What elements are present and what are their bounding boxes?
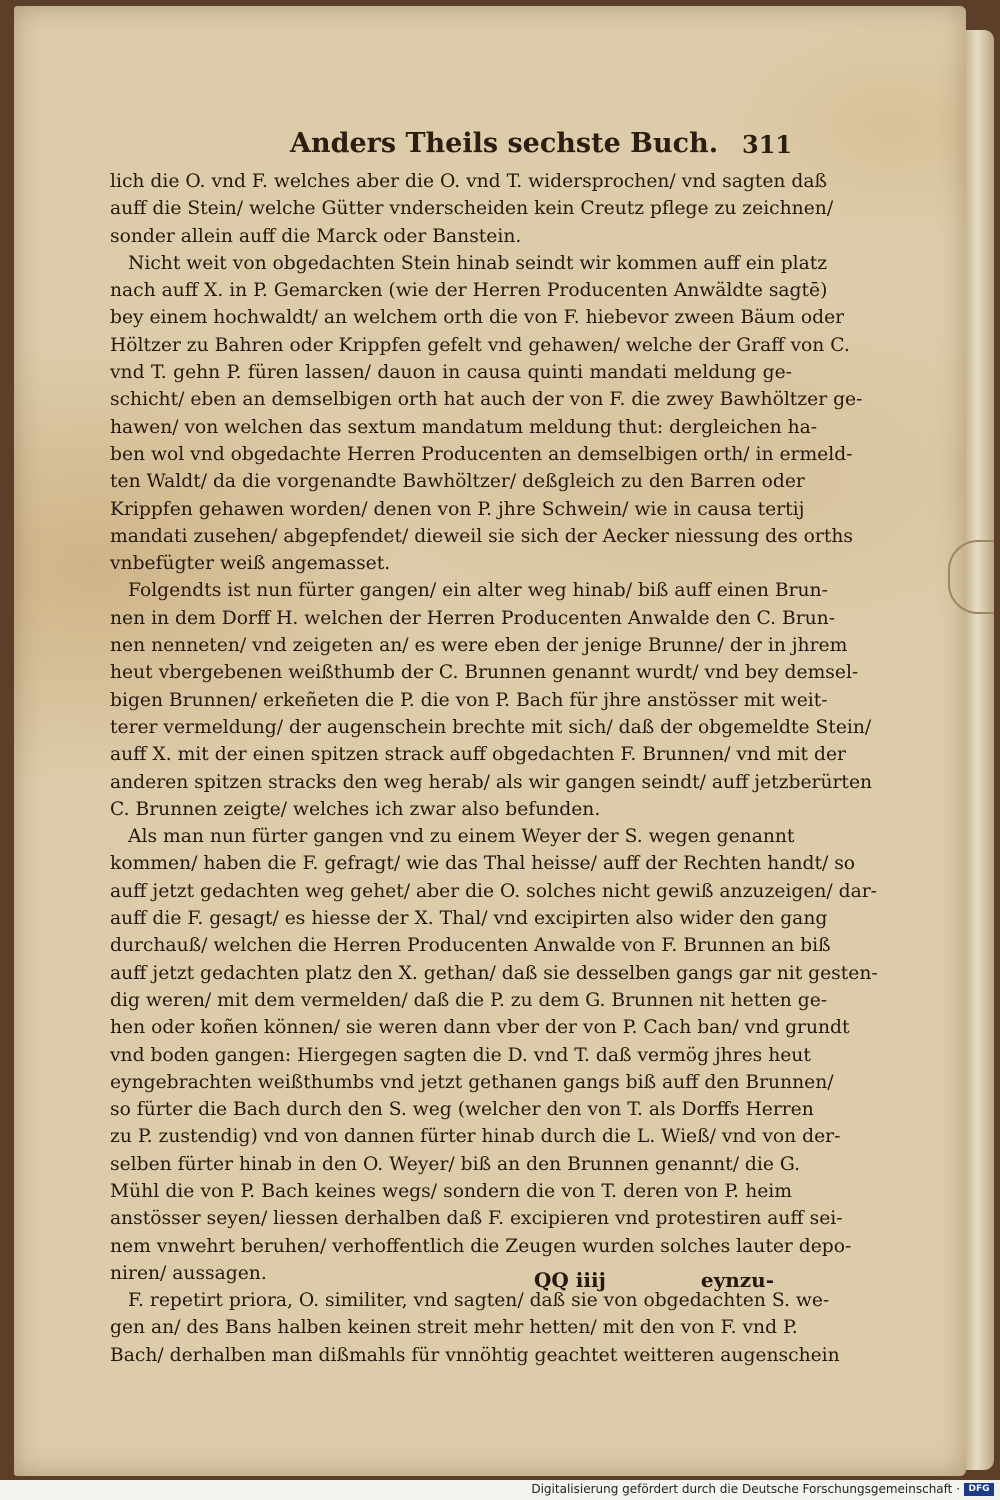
text-line: nen in dem Dorff H. welchen der Herren Producenten Anwalde den C. Brun- (110, 607, 836, 629)
text-line: Höltzer zu Bahren oder Krippfen gefelt vnd gehawen/ welche der Graff von C. (110, 334, 850, 356)
text-line: dig weren/ mit dem vermelden/ daß die P. zu dem G. Brunnen nit hetten ge- (110, 989, 828, 1011)
text-line: ben wol vnd obgedachte Herren Producenten an demselbigen orth/ in ermeld- (110, 443, 853, 465)
text-line: eyngebrachten weißthumbs vnd jetzt gethanen gangs biß auff den Brunnen/ (110, 1071, 834, 1093)
text-line: nach auff X. in P. Gemarcken (wie der Herren Producenten Anwäldte sagtē) (110, 280, 828, 302)
text-line: so fürter die Bach durch den S. weg (welcher den von T. als Dorffs Herren (110, 1099, 814, 1121)
text-line: zu P. zustendig) vnd von dannen fürter hinab durch die L. Wieß/ vnd von der- (110, 1126, 841, 1148)
text-line: vnd boden gangen: Hiergegen sagten die D. vnd T. daß vermög jhres heut (110, 1044, 811, 1066)
text-line: bigen Brunnen/ erkeñeten die P. die von P. Bach für jhre anstösser mit weit- (110, 689, 828, 711)
page-header (290, 128, 793, 168)
signature-mark: QQ iiij (534, 1268, 606, 1292)
text-line: terer vermeldung/ der augenschein brechte mit sich/ daß der obgemeldte Stein/ (110, 716, 872, 738)
text-line: hawen/ von welchen das sextum mandatum meldung thut: dergleichen ha- (110, 416, 818, 438)
text-line: vnd T. gehn P. füren lassen/ dauon in causa quinti mandati meldung ge- (110, 362, 792, 384)
text-line: Mühl die von P. Bach keines wegs/ sondern die von T. deren von P. heim (110, 1180, 792, 1202)
text-line: Krippfen gehawen worden/ denen von P. jhre Schwein/ wie in causa tertij (110, 498, 805, 520)
text-line: sonder allein auff die Marck oder Banstein. (110, 225, 522, 247)
text-line: anderen spitzen stracks den weg herab/ als wir gangen seindt/ auff jetzberürten (110, 771, 873, 793)
text-line: Als man nun fürter gangen vnd zu einem Weyer der S. wegen genannt (128, 826, 795, 848)
text-line: kommen/ haben die F. gefragt/ wie das Thal heisse/ auff der Rechten handt/ so (110, 853, 856, 875)
digitization-footer (0, 1480, 1000, 1500)
text-line: selben fürter hinab in den O. Weyer/ biß an den Brunnen genannt/ die G. (110, 1153, 801, 1175)
page-tab-notch (948, 540, 994, 614)
text-line: auff jetzt gedachten platz den X. gethan/ daß sie desselben gangs gar nit gesten- (110, 962, 878, 984)
text-line: heut vbergebenen weißthumb der C. Brunnen genannt wurdt/ vnd bey demsel- (110, 662, 859, 684)
text-line: auff jetzt gedachten weg gehet/ aber die O. solches nicht gewiß anzuzeigen/ dar- (110, 880, 877, 902)
text-line: nen nenneten/ vnd zeigeten an/ es were eben der jenige Brunne/ der in jhrem (110, 635, 848, 657)
text-line: auff die Stein/ welche Gütter vnderscheiden kein Creutz pflege zu zeichnen/ (110, 198, 834, 220)
text-line: vnbefügter weiß angemasset. (110, 553, 391, 575)
page-edge (966, 30, 994, 1470)
catchword: eynzu- (700, 1268, 774, 1292)
text-line: auff X. mit der einen spitzen strack auff obgedachten F. Brunnen/ vnd mit der (110, 744, 846, 766)
page-number: 311 (742, 130, 793, 159)
body-text (110, 168, 878, 1369)
text-line: anstösser seyen/ liessen derhalben daß F. excipieren vnd protestiren auff sei- (110, 1208, 843, 1230)
text-line: gen an/ des Bans halben keinen streit mehr hetten/ mit den von F. vnd P. (110, 1317, 798, 1339)
dfg-logo: DFG (964, 1483, 994, 1496)
text-line: hen oder koñen können/ sie weren dann vber der von P. Cach ban/ vnd grundt (110, 1017, 850, 1039)
text-line: Folgendts ist nun fürter gangen/ ein alter weg hinab/ biß auff einen Brun- (128, 580, 828, 602)
text-line: auff die F. gesagt/ es hiesse der X. Thal/ vnd excipirten also wider den gang (110, 908, 828, 930)
text-line: niren/ aussagen. (110, 1262, 267, 1284)
text-line: bey einem hochwaldt/ an welchem orth die von F. hiebevor zween Bäum oder (110, 307, 845, 329)
text-line: Bach/ derhalben man dißmahls für vnnöhtig geachtet weitteren augenschein (110, 1344, 840, 1366)
page-footer (534, 1268, 774, 1298)
text-line: Nicht weit von obgedachten Stein hinab seindt wir kommen auff ein platz (128, 252, 828, 274)
text-line: nem vnwehrt beruhen/ verhoffentlich die Zeugen wurden solches lauter depo- (110, 1235, 852, 1257)
running-title: Anders Theils sechste Buch. (290, 128, 719, 159)
text-line: mandati zusehen/ abgepfendet/ dieweil sie sich der Aecker niessung des orths (110, 525, 853, 547)
text-line: C. Brunnen zeigte/ welches ich zwar also befunden. (110, 798, 601, 820)
text-line: durchauß/ welchen die Herren Producenten Anwalde von F. Brunnen an biß (110, 935, 831, 957)
text-line: F. repetirt priora, O. similiter, vnd sagten/ daß sie von obgedachten S. we- (128, 1290, 830, 1312)
text-line: lich die O. vnd F. welches aber die O. vnd T. widersprochen/ vnd sagten daß (110, 171, 827, 192)
dfg-credit-text: Digitalisierung gefördert durch die Deutsche Forschungsgemeinschaft · (531, 1482, 960, 1496)
text-line: schicht/ eben an demselbigen orth hat auch der von F. die zwey Bawhöltzer ge- (110, 389, 863, 411)
text-line: ten Waldt/ da die vorgenandte Bawhöltzer/ deßgleich zu den Barren oder (110, 471, 805, 493)
